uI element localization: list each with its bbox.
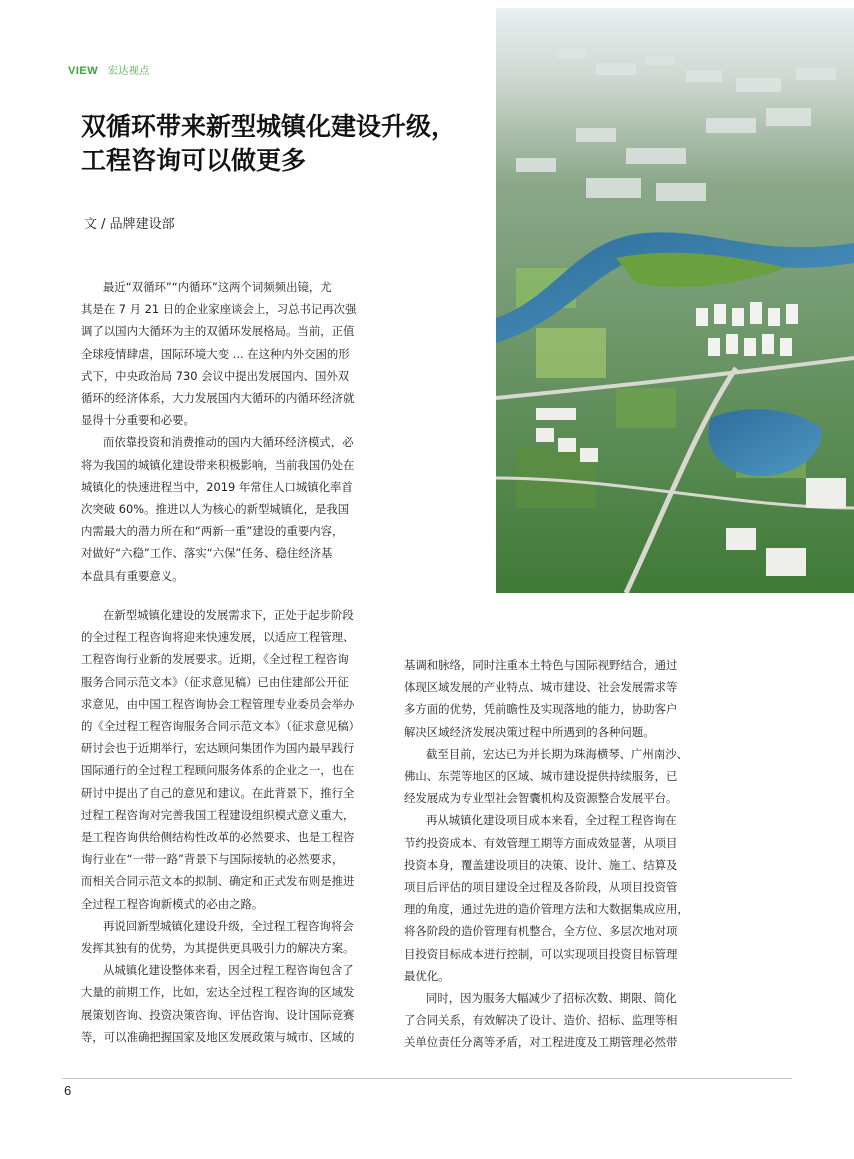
paragraph	[81, 276, 368, 431]
text-line: 其是在 7 月 21 日的企业家座谈会上，习总书记再次强	[81, 302, 357, 317]
text-line: 最近“双循环”“内循环”这两个词频频出镜，尤	[103, 280, 332, 294]
text-line: 服务合同示范文本》（征求意见稿）已由住建部公开征	[81, 674, 349, 689]
text-line: 过程工程咨询对完善我国工程建设组织模式意义重大，	[81, 807, 355, 822]
text-line: 将各阶段的造价管理有机整合，全方位、多层次地对项	[404, 924, 678, 939]
text-line: 是工程咨询供给侧结构性改革的必然要求、也是工程咨	[81, 830, 355, 845]
paragraph	[81, 959, 371, 1048]
text-line: 本盘具有重要意义。	[81, 568, 184, 583]
text-line: 最优化。	[404, 968, 450, 983]
paragraph	[404, 809, 697, 987]
byline: 文 / 品牌建设部	[84, 217, 175, 232]
text-line: 理的角度，通过先进的造价管理方法和大数据集成应用，	[404, 902, 689, 917]
paragraph	[404, 743, 697, 810]
text-line: 再从城镇化建设项目成本来看，全过程工程咨询在	[426, 813, 677, 828]
text-line: 询行业在“一带一路”背景下与国际接轨的必然要求，	[81, 852, 344, 867]
text-line: 次突破 60%。推进以人为核心的新型城镇化，是我国	[81, 502, 350, 517]
text-line: 的全过程工程咨询将迎来快速发展，以适应工程管理、	[81, 630, 355, 645]
view-label: VIEW	[68, 65, 99, 77]
text-line: 佛山、东莞等地区的区域、城市建设提供持续服务，已	[404, 769, 678, 784]
text-line: 循环的经济体系，大力发展国内大循环的内循环经济就	[81, 391, 355, 406]
text-line: 式下，中央政治局 730 会议中提出发展国内、国外双	[81, 368, 350, 383]
page-number: 6	[64, 1083, 72, 1098]
text-line: 多方面的优势，凭前瞻性及实现落地的能力，协助客户	[404, 702, 678, 717]
left-column-top	[81, 276, 368, 587]
text-line: 展策划咨询、投资决策咨询、评估咨询、设计国际竞赛	[81, 1007, 355, 1022]
text-line: 发挥其独有的优势，为其提供更具吸引力的解决方案。	[81, 941, 355, 956]
text-line: 对做好“六稳”工作、落实“六保”任务、稳住经济基	[81, 546, 333, 561]
text-line: 城镇化的快速进程当中，2019 年常住人口城镇化率首	[81, 479, 353, 494]
text-line: 而相关合同示范文本的拟制、确定和正式发布则是推进	[81, 874, 355, 889]
text-line: 而依靠投资和消费推动的国内大循环经济模式，必	[103, 435, 354, 450]
paragraph	[81, 604, 371, 915]
text-line: 将为我国的城镇化建设带来积极影响，当前我国仍处在	[81, 457, 355, 472]
right-column	[404, 654, 697, 1054]
text-line: 的《全过程工程咨询服务合同示范文本》（征求意见稿）	[81, 719, 361, 734]
text-line: 同时，因为服务大幅减少了招标次数、期限、简化	[426, 991, 677, 1006]
text-line: 从城镇化建设整体来看，因全过程工程咨询包含了	[103, 963, 354, 978]
title-line: 双循环带来新型城镇化建设升级，	[81, 112, 457, 141]
text-line: 国际通行的全过程工程顾问服务体系的企业之一，也在	[81, 763, 355, 778]
text-line: 大量的前期工作，比如，宏达全过程工程咨询的区域发	[81, 985, 355, 1000]
paragraph	[81, 431, 368, 586]
text-line: 项目后评估的项目建设全过程及各阶段，从项目投资管	[404, 880, 678, 895]
text-line: 目投资目标成本进行控制，可以实现项目投资目标管理	[404, 946, 678, 961]
text-line: 经发展成为专业型社会智囊机构及资源整合发展平台。	[404, 791, 678, 806]
text-line: 全球疫情肆虐，国际环境大变 ... 在这种内外交困的形	[81, 346, 350, 361]
text-line: 基调和脉络，同时注重本土特色与国际视野结合，通过	[404, 658, 678, 672]
column-name: 宏达视点	[107, 66, 150, 77]
text-line: 再说回新型城镇化建设升级，全过程工程咨询将会	[103, 918, 354, 933]
paragraph	[404, 654, 697, 743]
text-line: 研讨中提出了自己的意见和建议。在此背景下，推行全	[81, 785, 355, 800]
text-line: 关单位责任分离等矛盾，对工程进度及工期管理必然带	[404, 1035, 678, 1050]
text-line: 调了以国内大循环为主的双循环发展格局。当前，正值	[81, 324, 355, 339]
text-line: 内需最大的潜力所在和“两新一重”建设的重要内容，	[81, 524, 344, 539]
text-line: 节约投资成本、有效管理工期等方面成效显著，从项目	[404, 835, 678, 850]
text-line: 显得十分重要和必要。	[81, 413, 195, 428]
footer-divider	[62, 1078, 792, 1079]
text-line: 投资本身，覆盖建设项目的决策、设计、施工、结算及	[404, 857, 678, 872]
article-title	[81, 110, 481, 178]
text-line: 研讨会也于近期举行，宏达顾问集团作为国内最早践行	[81, 741, 355, 756]
text-line: 体现区域发展的产业特点、城市建设、社会发展需求等	[404, 680, 678, 695]
section-tag	[68, 62, 150, 77]
aerial-city-rendering-image	[496, 8, 854, 593]
text-line: 全过程工程咨询新模式的必由之路。	[81, 896, 264, 911]
text-line: 解决区域经济发展决策过程中所遇到的各种问题。	[404, 724, 655, 739]
text-line: 在新型城镇化建设的发展需求下，正处于起步阶段	[103, 608, 354, 622]
paragraph	[81, 915, 371, 959]
text-line: 等，可以准确把握国家及地区发展政策与城市、区域的	[81, 1029, 355, 1044]
left-column-bottom	[81, 604, 371, 1048]
text-line: 求意见，由中国工程咨询协会工程管理专业委员会举办	[81, 696, 355, 711]
title-line: 工程咨询可以做更多	[81, 146, 307, 175]
text-line: 截至目前，宏达已为并长期为珠海横琴、广州南沙、	[426, 746, 688, 761]
paragraph	[404, 987, 697, 1054]
text-line: 了合同关系，有效解决了设计、造价、招标、监理等相	[404, 1013, 678, 1028]
text-line: 工程咨询行业新的发展要求。近期，《全过程工程咨询	[81, 652, 349, 667]
